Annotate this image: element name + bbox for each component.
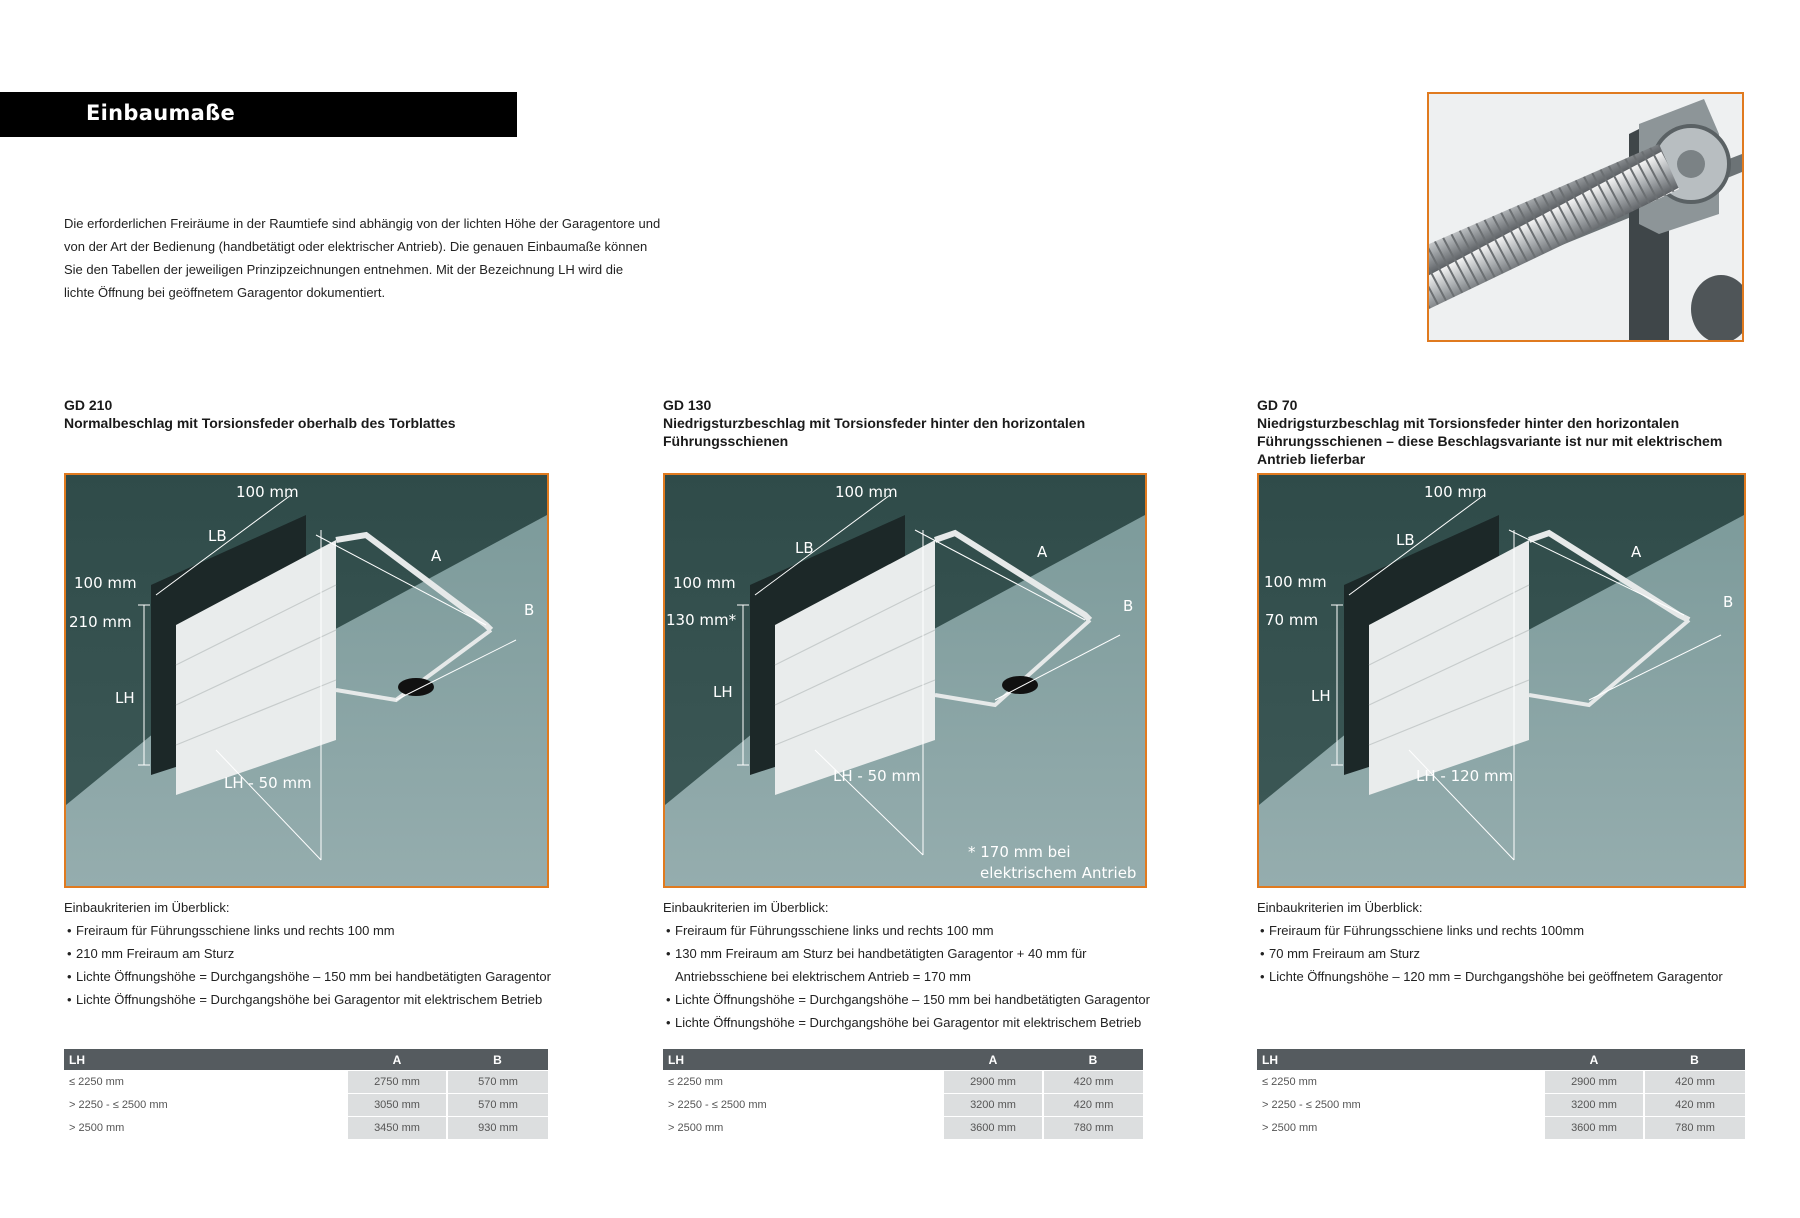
table-row [1257,1094,1745,1117]
criteria-item: • Freiraum für Führungsschiene links und rechts 100 mm [663,919,1183,942]
column-header: B [1043,1049,1143,1071]
torsion-spring-photo [1427,92,1744,342]
label-side-gap: 100 mm [74,574,137,592]
note-line: elektrischem Antrieb [980,864,1137,882]
column-header: A [1544,1049,1644,1071]
intro-text [64,212,684,304]
product-code: GD 70 [1257,397,1298,413]
table-cell: 3200 mm [943,1094,1043,1117]
label-lh: LH [713,683,733,701]
table-cell: 2900 mm [943,1071,1043,1094]
table-cell: 3450 mm [347,1117,447,1140]
label-a: A [431,547,442,565]
table-row [64,1094,548,1117]
criteria-item: • 70 mm Freiraum am Sturz [1257,942,1777,965]
note-line: * 170 mm bei [968,843,1071,861]
table-cell: ≤ 2250 mm [663,1071,943,1094]
product-code: GD 210 [64,397,113,413]
label-lh: LH [1311,687,1331,705]
page-title-bar [0,92,517,137]
label-side-gap: 100 mm [673,574,736,592]
table-cell: > 2250 - ≤ 2500 mm [1257,1094,1544,1117]
criteria-gd130 [663,896,1183,1034]
column-header: A [347,1049,447,1071]
criteria-item: • Lichte Öffnungshöhe – 120 mm = Durchgangshöhe bei geöffnetem Garagentor [1257,965,1777,988]
description-line: Normalbeschlag mit Torsionsfeder oberhalb des Torblattes [64,415,456,431]
criteria-gd70 [1257,896,1777,988]
label-lb: LB [208,527,227,545]
table-row [64,1071,548,1094]
table-cell: 3050 mm [347,1094,447,1117]
label-b: B [1123,597,1134,615]
diagram-gd70 [1257,473,1746,888]
table-cell: > 2500 mm [663,1117,943,1140]
dimension-table-gd130 [663,1049,1143,1140]
table-header-row [663,1049,1143,1071]
product-description [1257,414,1722,468]
criteria-heading: Einbaukriterien im Überblick: [64,900,230,915]
table-cell: ≤ 2250 mm [64,1071,347,1094]
column-header: LH [663,1049,943,1071]
criteria-item: • Freiraum für Führungsschiene links und rechts 100mm [1257,919,1777,942]
column-header: B [1644,1049,1745,1071]
criteria-heading: Einbaukriterien im Überblick: [663,900,829,915]
label-lh: LH [115,689,135,707]
table-cell: 3600 mm [1544,1117,1644,1140]
label-top-gap: 100 mm [1424,483,1487,501]
table-row [1257,1117,1745,1140]
column-header: LH [1257,1049,1544,1071]
criteria-item: • Lichte Öffnungshöhe = Durchgangshöhe – 150 mm bei handbetätigten Garagentor [663,988,1183,1011]
column-header: LH [64,1049,347,1071]
intro-line: Sie den Tabellen der jeweiligen Prinzipzeichnungen entnehmen. Mit der Bezeichnung LH wird die [64,262,624,277]
table-row [663,1094,1143,1117]
label-b: B [524,601,535,619]
label-floor: LH - 50 mm [833,767,921,785]
product-code: GD 130 [663,397,712,413]
label-floor: LH - 120 mm [1416,767,1514,785]
table-cell: 420 mm [1644,1071,1745,1094]
table-cell: 3200 mm [1544,1094,1644,1117]
diagram-gd210 [64,473,549,888]
label-lintel: 130 mm* [666,611,737,629]
diagram-gd130 [663,473,1147,888]
page-title: Einbaumaße [86,101,236,125]
table-cell: 420 mm [1644,1094,1745,1117]
criteria-item: • Lichte Öffnungshöhe = Durchgangshöhe bei Garagentor mit elektrischem Betrieb [663,1011,1183,1034]
column-gd210 [64,396,456,432]
table-cell: 570 mm [447,1071,548,1094]
criteria-item: • 130 mm Freiraum am Sturz bei handbetätigten Garagentor + 40 mm für [663,942,1183,965]
table-cell: > 2250 - ≤ 2500 mm [663,1094,943,1117]
intro-line: von der Art der Bedienung (handbetätigt oder elektrischer Antrieb). Die genauen Einbaumaße können [64,239,648,254]
table-row [1257,1071,1745,1094]
criteria-item: • 210 mm Freiraum am Sturz [64,942,584,965]
table-cell: 780 mm [1043,1117,1143,1140]
table-cell: 420 mm [1043,1071,1143,1094]
label-b: B [1723,593,1734,611]
table-cell: > 2250 - ≤ 2500 mm [64,1094,347,1117]
table-cell: 420 mm [1043,1094,1143,1117]
label-floor: LH - 50 mm [224,774,312,792]
description-line: Niedrigsturzbeschlag mit Torsionsfeder hinter den horizontalen [663,415,1086,431]
column-gd70 [1257,396,1722,468]
table-cell: 2900 mm [1544,1071,1644,1094]
table-row [64,1117,548,1140]
table-cell: ≤ 2250 mm [1257,1071,1544,1094]
description-line: Führungsschienen [663,433,789,449]
table-cell: > 2500 mm [64,1117,347,1140]
criteria-heading: Einbaukriterien im Überblick: [1257,900,1423,915]
criteria-item-continuation: Antriebsschiene bei elektrischem Antrieb = 170 mm [675,969,971,984]
criteria-item: • Lichte Öffnungshöhe = Durchgangshöhe bei Garagentor mit elektrischem Betrieb [64,988,584,1011]
intro-line: lichte Öffnung bei geöffnetem Garagentor dokumentiert. [64,285,386,300]
label-lb: LB [795,539,814,557]
table-cell: 780 mm [1644,1117,1745,1140]
intro-line: Die erforderlichen Freiräume in der Raumtiefe sind abhängig von der lichten Höhe der Garagentore und [64,216,661,231]
label-lintel: 70 mm [1265,611,1319,629]
label-a: A [1631,543,1642,561]
label-lb: LB [1396,531,1415,549]
product-description [64,414,456,432]
table-row [663,1117,1143,1140]
product-description [663,414,1085,450]
table-cell: 570 mm [447,1094,548,1117]
dimension-table-gd210 [64,1049,548,1140]
table-header-row [1257,1049,1745,1071]
column-header: A [943,1049,1043,1071]
table-cell: 930 mm [447,1117,548,1140]
label-top-gap: 100 mm [236,483,299,501]
label-top-gap: 100 mm [835,483,898,501]
table-cell: > 2500 mm [1257,1117,1544,1140]
label-lintel: 210 mm [69,613,132,631]
description-line: Antrieb lieferbar [1257,451,1366,467]
description-line: Führungsschienen – diese Beschlagsvariante ist nur mit elektrischem [1257,433,1723,449]
column-gd130 [663,396,1085,450]
label-a: A [1037,543,1048,561]
criteria-item: • Freiraum für Führungsschiene links und rechts 100 mm [64,919,584,942]
column-header: B [447,1049,548,1071]
criteria-gd210 [64,896,584,1011]
label-side-gap: 100 mm [1264,573,1327,591]
table-header-row [64,1049,548,1071]
table-cell: 2750 mm [347,1071,447,1094]
dimension-table-gd70 [1257,1049,1745,1140]
description-line: Niedrigsturzbeschlag mit Torsionsfeder hinter den horizontalen [1257,415,1680,431]
criteria-item: • Lichte Öffnungshöhe = Durchgangshöhe – 150 mm bei handbetätigten Garagentor [64,965,584,988]
table-cell: 3600 mm [943,1117,1043,1140]
table-row [663,1071,1143,1094]
torsion-spring-illustration [1429,94,1742,340]
